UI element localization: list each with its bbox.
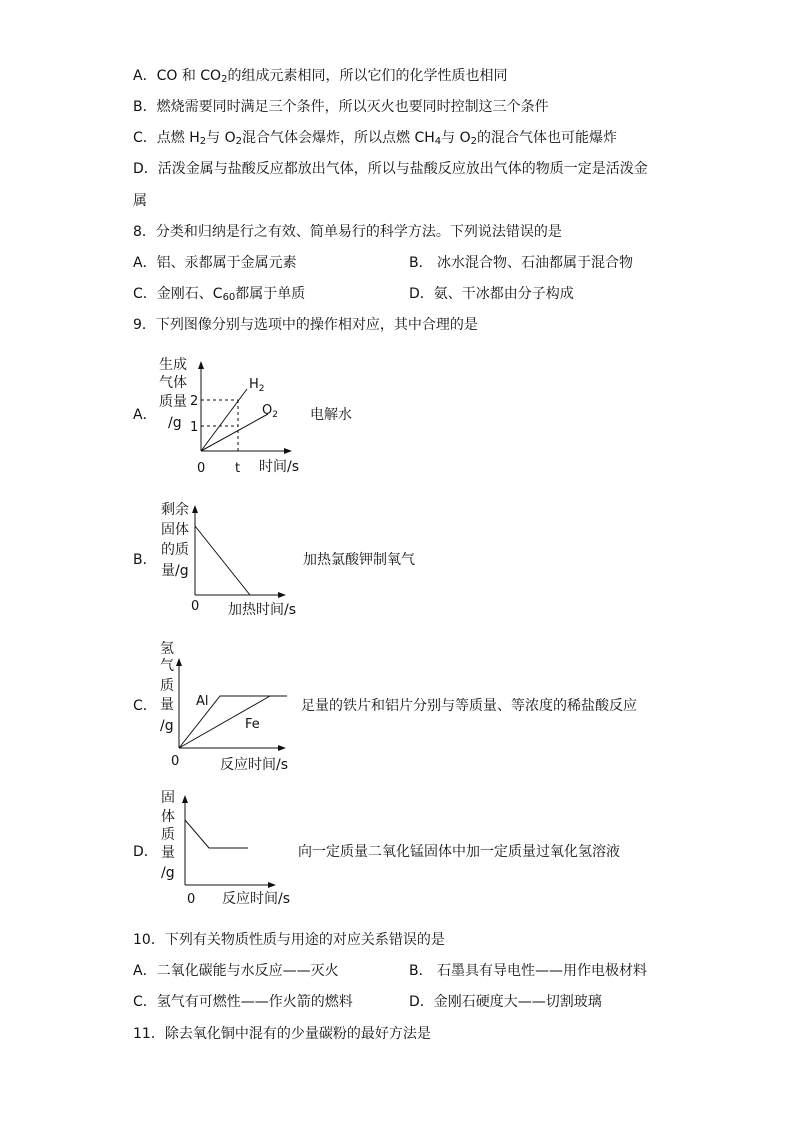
q10-option-a: A．二氧化碳能与水反应——灭火 — [133, 963, 339, 979]
q9-c-ylabel-3: 质 — [160, 678, 174, 694]
q9-b-desc: 加热氯酸钾制氧气 — [303, 552, 415, 568]
q7-option-c: C．点燃 $H_2$与 $O_2$混合气体会爆炸，所以点燃 $CH_4$与 $O_2$的混合气体也可能爆炸 — [133, 130, 617, 147]
q9-c-x-arrow — [278, 745, 286, 751]
q7-option-b: B．燃烧需要同时满足三个条件，所以灭火也要同时控制这三个条件 — [133, 99, 549, 115]
q9-a-ylabel-3: 质量 — [159, 394, 187, 410]
q9-d-xlabel: 反应时间/s — [222, 891, 291, 907]
q9-b-ylabel-1: 剩余 — [161, 502, 189, 518]
q9-d-ylabel-1: 固 — [161, 790, 175, 806]
q9-a-xlabel: 时间/s — [259, 459, 300, 475]
q9-a-ylabel-4: /g — [168, 415, 182, 431]
q9-d-desc: 向一定质量二氧化锰固体中加一定质量过氧化氢溶液 — [298, 844, 620, 860]
q9-a-y-arrow — [198, 361, 204, 369]
q8-option-c: C．金刚石、$C_{60}$都属于单质 — [133, 286, 306, 303]
q9-a-origin: 0 — [197, 461, 206, 476]
q9-b-ylabel-4: 量/g — [161, 563, 189, 579]
q9-a-h2-line — [201, 389, 247, 451]
q9-a-graph — [150, 355, 330, 485]
q8-option-a: A．铝、汞都属于金属元素 — [133, 255, 297, 271]
q9-c-desc: 足量的铁片和铝片分别与等质量、等浓度的稀盐酸反应 — [301, 698, 637, 714]
q9-b-ylabel-2: 固体 — [161, 522, 189, 538]
q9-b-x-arrow — [278, 592, 286, 598]
q8-option-d: D．氨、干冰都由分子构成 — [409, 286, 574, 302]
q9-c-y-arrow — [176, 658, 182, 666]
q9-a-ylabel-1: 生成 — [159, 357, 187, 373]
q9-a-o2-label: $O_2$ — [262, 403, 278, 420]
q9-d-ylabel-4: 量 — [161, 845, 175, 861]
q9-a-tick-2: 2 — [190, 394, 199, 409]
q9-a-o2-line — [201, 414, 268, 451]
q9-c-ylabel-4: 量 — [160, 697, 174, 713]
q9-c-ylabel-5: /g — [160, 718, 174, 734]
q9-d-y-arrow — [182, 795, 188, 803]
q9-c-xlabel: 反应时间/s — [220, 757, 289, 773]
q9-a-h2-label: $H_2$ — [249, 377, 265, 394]
q9-a-tick-t: t — [235, 461, 241, 476]
q9-b-ylabel-3: 的质 — [161, 542, 189, 558]
q8-stem: 8．分类和归纳是行之有效、简单易行的科学方法。下列说法错误的是 — [133, 224, 562, 240]
q7-option-d: D．活泼金属与盐酸反应都放出气体，所以与盐酸反应放出气体的物质一定是活泼金 — [133, 161, 648, 177]
q11-stem: 11．除去氧化铜中混有的少量碳粉的最好方法是 — [133, 1026, 431, 1042]
q10-stem: 10．下列有关物质性质与用途的对应关系错误的是 — [133, 932, 445, 948]
q7-option-a: A．CO 和 $CO_2$的组成元素相同，所以它们的化学性质也相同 — [133, 68, 508, 85]
q9-b-y-arrow — [192, 505, 198, 513]
q9-c-ylabel-1: 氢 — [160, 641, 174, 657]
q9-c-ylabel-2: 气 — [160, 658, 174, 674]
q9-c-fe-label: Fe — [245, 717, 260, 732]
q9-c-al-label: Al — [196, 694, 209, 709]
q9-a-ylabel-2: 气体 — [159, 375, 187, 391]
q9-d-x-arrow — [268, 882, 276, 888]
q7-option-d-cont: 属 — [133, 193, 147, 209]
q9-d-origin: 0 — [187, 892, 196, 907]
q9-stem: 9．下列图像分别与选项中的操作相对应，其中合理的是 — [133, 317, 478, 333]
q9-d-curve — [185, 820, 248, 848]
q9-b-origin: 0 — [191, 599, 200, 614]
q9-a-desc: 电解水 — [310, 407, 352, 423]
q9-d-ylabel-5: /g — [161, 865, 175, 881]
q9-a-tick-1: 1 — [190, 420, 199, 435]
q10-option-d: D．金刚石硬度大——切割玻璃 — [409, 994, 602, 1010]
q10-option-c: C．氢气有可燃性——作火箭的燃料 — [133, 994, 353, 1010]
q9-c-label: C． — [133, 698, 157, 714]
q9-a-x-arrow — [284, 448, 292, 454]
q8-option-b: B． 冰水混合物、石油都属于混合物 — [409, 255, 634, 271]
q9-d-label: D． — [133, 844, 158, 860]
q9-a-label: A． — [133, 407, 157, 423]
q9-b-xlabel: 加热时间/s — [228, 602, 297, 618]
q9-b-curve — [195, 526, 250, 595]
q9-c-origin: 0 — [171, 754, 180, 769]
q9-d-ylabel-2: 体 — [161, 809, 175, 825]
q9-d-ylabel-3: 质 — [161, 827, 175, 843]
q10-option-b: B． 石墨具有导电性——用作电极材料 — [409, 963, 648, 979]
q9-b-label: B． — [133, 552, 157, 568]
